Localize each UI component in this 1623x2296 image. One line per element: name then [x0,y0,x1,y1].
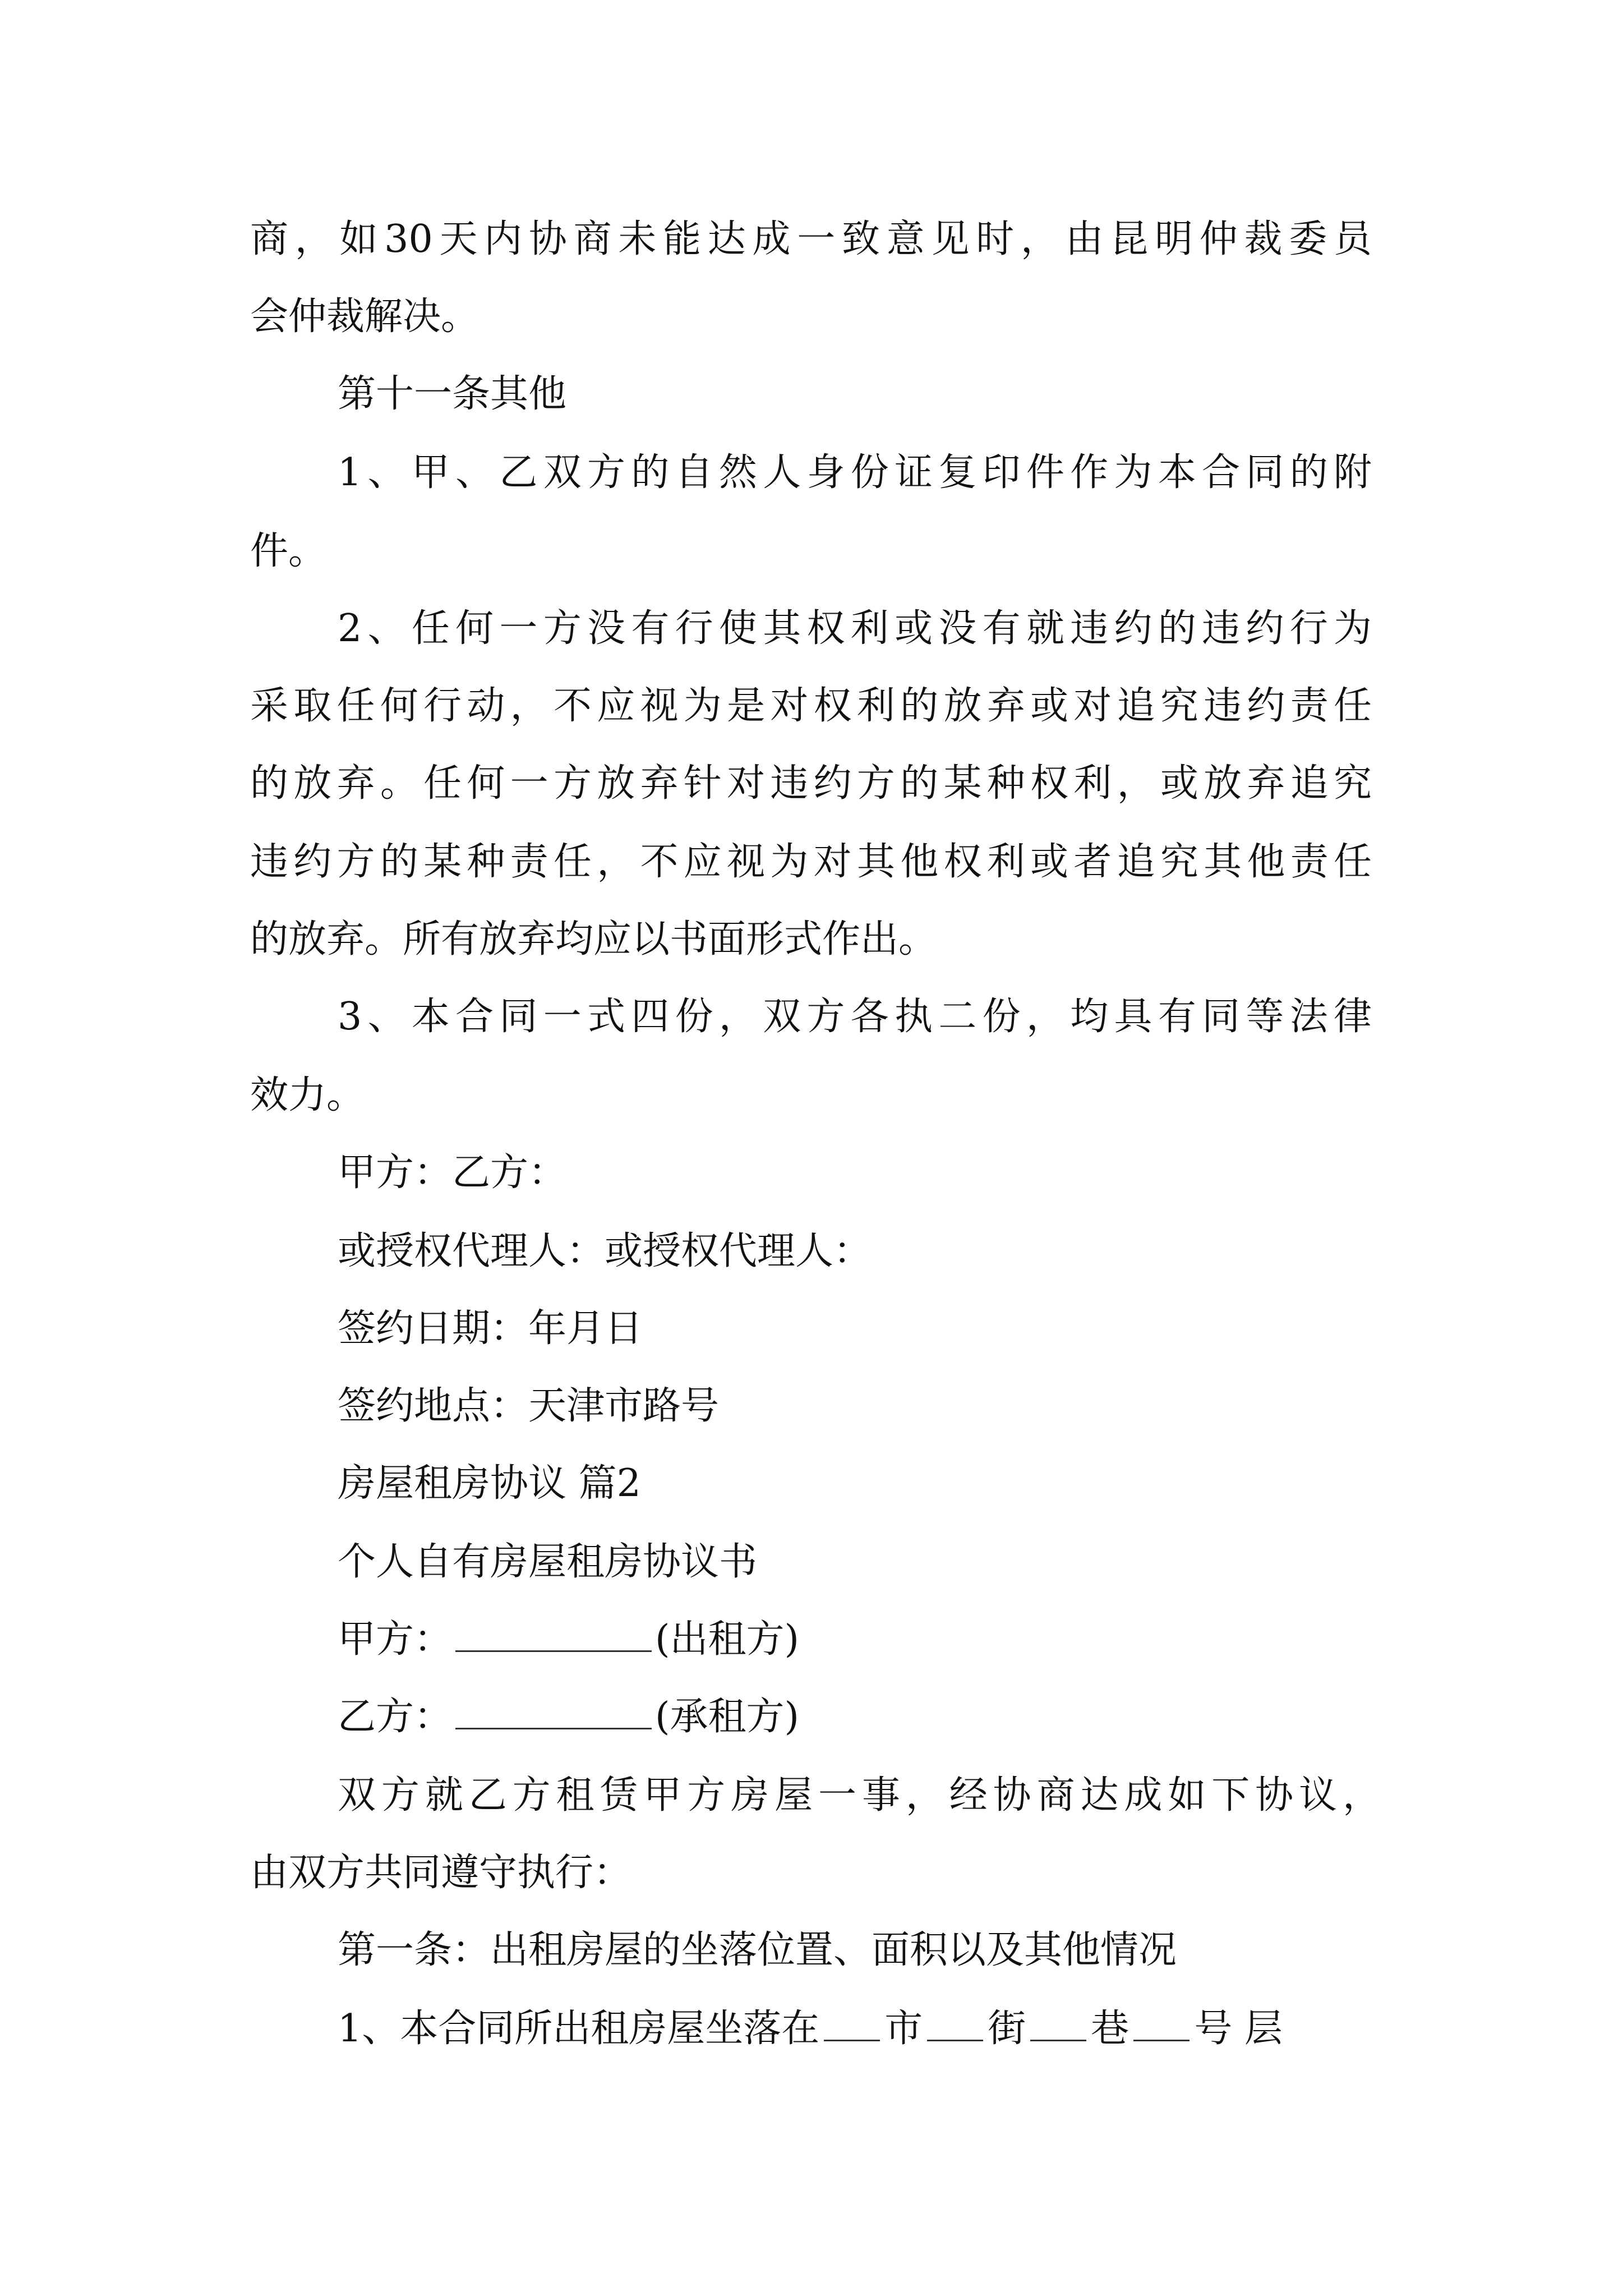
address-line [338,2004,1283,2054]
address-prefix: 1、本合同所出租房屋坐落在 [338,2007,820,2051]
body-line: 2、任何一方没有行使其权利或没有就违约的违约行为 [338,606,1372,651]
body-line: 的放弃。所有放弃均应以书面形式作出。 [250,917,937,961]
body-line: 双方就乙方租赁甲方房屋一事，经协商达成如下协议， [338,1773,1381,1818]
signature-parties: 甲方：乙方： [338,1151,567,1195]
city-blank [824,2034,880,2041]
signing-place: 签约地点：天津市路号 [338,1384,720,1428]
body-line: 3、本合同一式四份，双方各执二份，均具有同等法律 [338,995,1372,1039]
signing-date: 签约日期：年月日 [338,1306,643,1351]
party-b-role: (承租方) [655,1695,800,1739]
street-blank [927,2034,983,2041]
agreement-title: 个人自有房屋租房协议书 [338,1540,758,1584]
article-heading: 第一条：出租房屋的坐落位置、面积以及其他情况 [338,1928,1177,1972]
section-heading: 第十一条其他 [338,372,567,416]
body-line: 由双方共同遵守执行： [250,1851,632,1895]
city-label: 市 [884,2007,923,2051]
body-line: 效力。 [250,1073,365,1117]
body-line: 违约方的某种责任，不应视为对其他权利或者追究其他责任 [250,840,1372,884]
section-title: 房屋租房协议 篇2 [338,1461,641,1506]
lane-blank [1030,2034,1086,2041]
party-b-blank [455,1722,652,1729]
body-line: 采取任何行动，不应视为是对权利的放弃或对追究违约责任 [250,684,1372,728]
body-line: 的放弃。任何一方放弃针对违约方的某种权利，或放弃追究 [250,761,1372,806]
street-label: 街 [988,2007,1026,2051]
body-line: 会仲裁解决。 [250,295,479,339]
lane-label: 巷 [1091,2007,1129,2051]
number-label: 号 [1194,2007,1233,2051]
party-b-label: 乙方： [338,1695,453,1739]
signature-agents: 或授权代理人：或授权代理人： [338,1229,872,1273]
floor-label: 层 [1244,2007,1283,2051]
body-line: 商，如30天内协商未能达成一致意见时，由昆明仲裁委员 [250,217,1372,261]
body-line: 件。 [250,529,327,573]
party-b-line [338,1692,799,1742]
party-a-blank [455,1645,652,1652]
party-a-role: (出租方) [655,1617,800,1662]
party-a-label: 甲方： [338,1617,453,1662]
body-line: 1、甲、乙双方的自然人身份证复印件作为本合同的附 [338,450,1372,495]
number-blank [1133,2034,1189,2041]
party-a-line [338,1614,799,1665]
